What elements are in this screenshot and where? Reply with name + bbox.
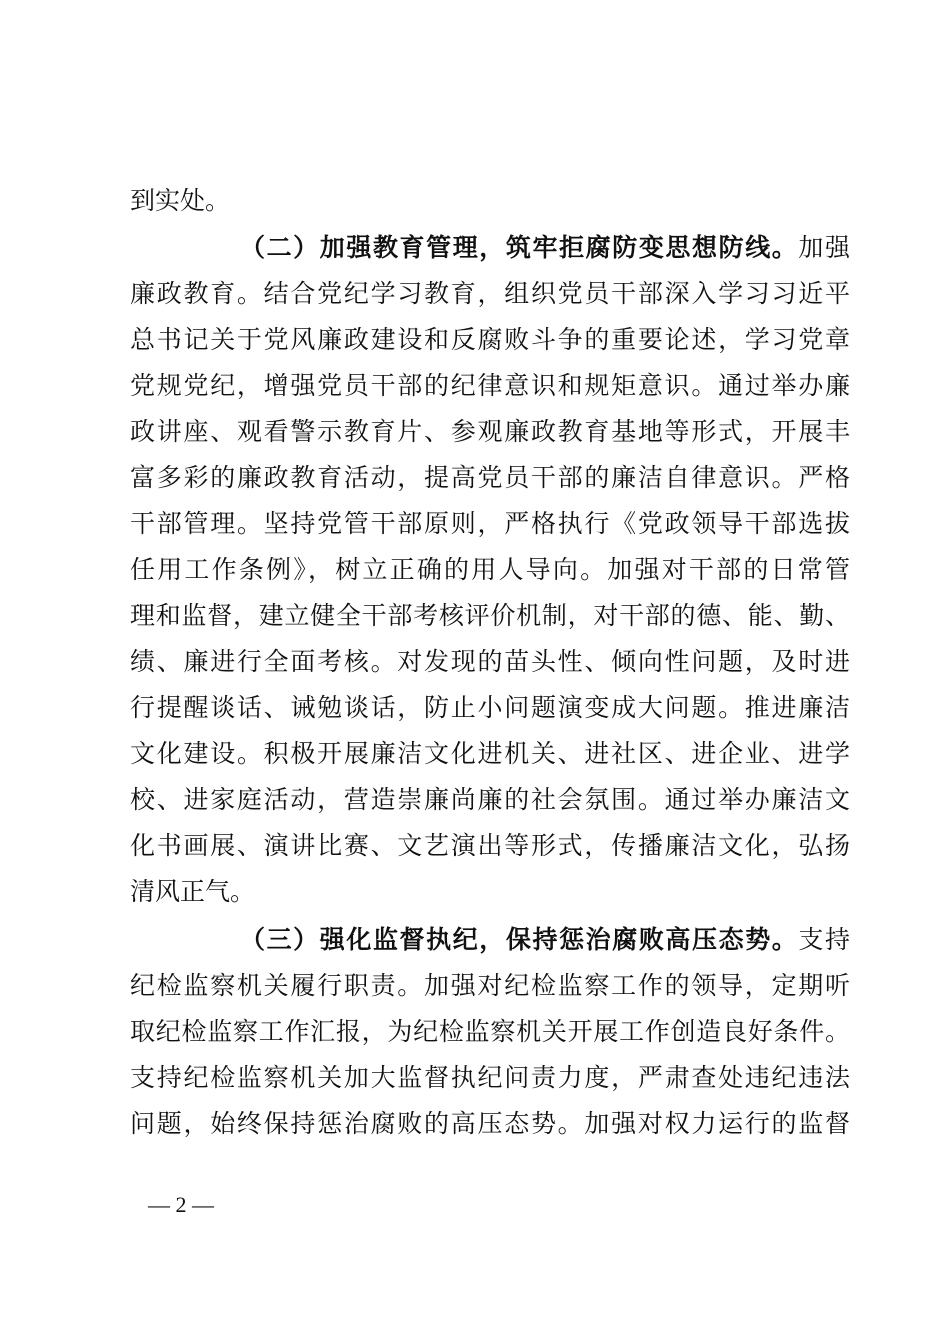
- paragraph-line: 纪检监察机关履行职责。加强对纪检监察工作的领导，定期听: [130, 971, 850, 1000]
- heading-line-rest: 加强: [798, 233, 850, 262]
- paragraph-line: 校、进家庭活动，营造崇廉尚廉的社会氛围。通过举办廉洁文: [130, 785, 850, 814]
- paragraph-line: 行提醒谈话、诫勉谈话，防止小问题演变成大问题。推进廉洁: [130, 693, 850, 722]
- heading-line-rest: 支持: [798, 925, 850, 954]
- page-number: — 2 —: [148, 1192, 214, 1217]
- paragraph-line: 总书记关于党风廉政建设和反腐败斗争的重要论述，学习党章: [130, 325, 850, 354]
- paragraph-line: 绩、廉进行全面考核。对发现的苗头性、倾向性问题，及时进: [130, 647, 850, 676]
- paragraph-line: 廉政教育。结合党纪学习教育，组织党员干部深入学习习近平: [130, 279, 850, 308]
- paragraph-line: 富多彩的廉政教育活动，提高党员干部的廉洁自律意识。严格: [130, 463, 850, 492]
- section-heading: （二）加强教育管理，筑牢拒腐防变思想防线。: [240, 233, 799, 262]
- section-heading-line: [240, 225, 850, 271]
- paragraph-line: 问题，始终保持惩治腐败的高压态势。加强对权力运行的监督: [130, 1109, 850, 1138]
- section-heading: （三）强化监督执纪，保持惩治腐败高压态势。: [240, 925, 799, 954]
- paragraph-line: 任用工作条例》，树立正确的用人导向。加强对干部的日常管: [130, 555, 850, 584]
- section-heading-line: [240, 917, 850, 963]
- paragraph-line: 干部管理。坚持党管干部原则，严格执行《党政领导干部选拔: [130, 509, 850, 538]
- paragraph-line: 理和监督，建立健全干部考核评价机制，对干部的德、能、勤、: [130, 601, 850, 630]
- paragraph-line: 化书画展、演讲比赛、文艺演出等形式，传播廉洁文化，弘扬: [130, 831, 850, 860]
- paragraph-line: 支持纪检监察机关加大监督执纪问责力度，严肃查处违纪违法: [130, 1063, 850, 1092]
- paragraph-line: 文化建设。积极开展廉洁文化进机关、进社区、进企业、进学: [130, 739, 850, 768]
- paragraph-line: 到实处。: [130, 186, 231, 215]
- paragraph-line: 清风正气。: [130, 877, 256, 906]
- paragraph-line: 政讲座、观看警示教育片、参观廉政教育基地等形式，开展丰: [130, 417, 850, 446]
- paragraph-line: 取纪检监察工作汇报，为纪检监察机关开展工作创造良好条件。: [130, 1017, 850, 1046]
- paragraph-line: 党规党纪，增强党员干部的纪律意识和规矩意识。通过举办廉: [130, 371, 850, 400]
